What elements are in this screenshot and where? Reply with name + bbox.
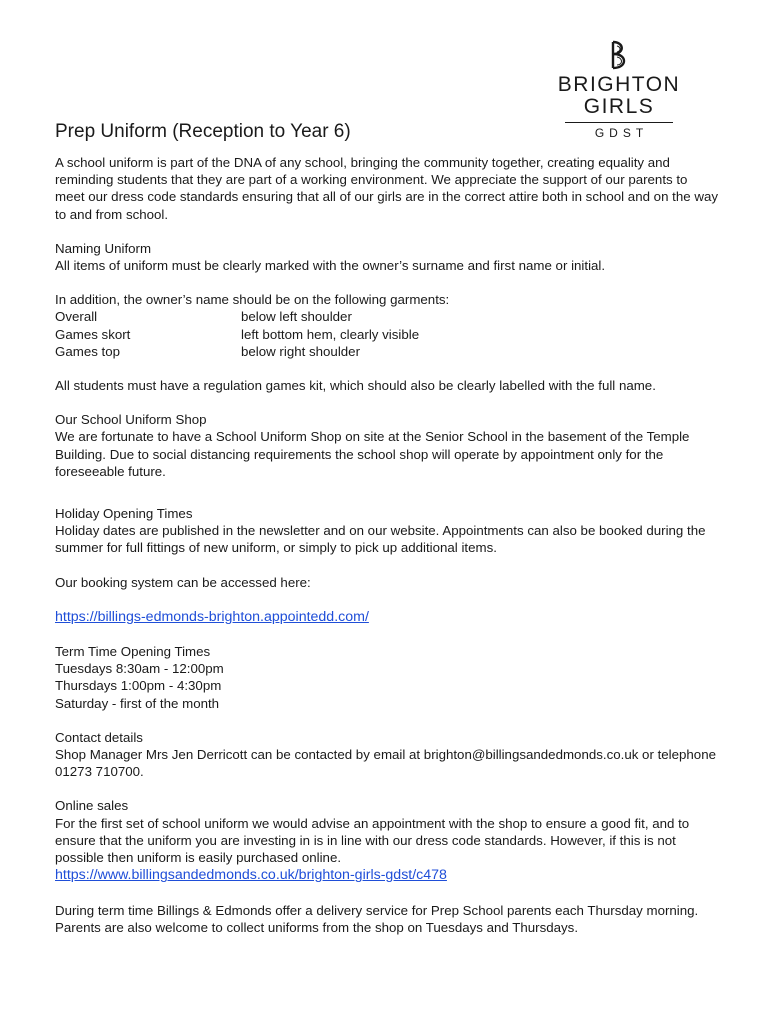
garment-item: Games top [55, 343, 121, 359]
garment-location: below right shoulder [241, 343, 361, 359]
garment-location: left bottom hem, clearly visible [241, 326, 420, 342]
online-heading: Online sales [55, 798, 129, 814]
term-line: Saturday - first of the month [55, 695, 220, 711]
term-line: Tuesdays 8:30am - 12:00pm [55, 661, 224, 677]
b-monogram-icon [608, 40, 630, 70]
garment-item: Games skort [55, 326, 131, 342]
document-body [55, 120, 720, 936]
garment-location: below left shoulder [241, 309, 352, 325]
garment-row [55, 326, 720, 343]
contact-heading: Contact details [55, 729, 143, 745]
garment-row [55, 343, 720, 360]
logo-line-gdst: GDST [594, 126, 649, 140]
garment-row [55, 308, 720, 325]
shop-heading: Our School Uniform Shop [55, 412, 207, 428]
naming-text: All items of uniform must be clearly marked with the owner’s surname and first name or initial. [55, 258, 606, 274]
intro-paragraph: A school uniform is part of the DNA of any school, bringing the community together, creating equality and reminding students that they are part of a working environment. We appreciate the support of our parents to meet our dress code standards ensuring that all of our girls are in the correct attire both in school and on the way to and from school. [55, 155, 718, 222]
delivery-text: During term time Billings & Edmonds offer a delivery service for Prep School parents each Thursday morning. Parents are also welcome to collect uniforms from the shop on Tuesdays and Thursdays. [55, 902, 699, 935]
logo-line-girls: GIRLS [583, 95, 655, 118]
contact-text: Shop Manager Mrs Jen Derricott can be contacted by email at brighton@billingsandedmonds.co.uk or telephone 01273 710700. [55, 747, 716, 780]
shop-text: We are fortunate to have a School Uniform Shop on site at the Senior School in the basement of the Temple Building. Due to social distancing requirements the school shop will operate by appointment only for the foreseeable future. [55, 429, 690, 479]
garment-item: Overall [55, 309, 98, 325]
holiday-text: Holiday dates are published in the newsletter and on our website. Appointments can also be booked during the summer for full fittings of new uniform, or simply to pick up additional items. [55, 523, 706, 556]
naming-heading: Naming Uniform [55, 240, 152, 256]
online-shop-link[interactable]: https://www.billingsandedmonds.co.uk/brighton-girls-gdst/c478 [55, 867, 447, 884]
booking-text: Our booking system can be accessed here: [55, 574, 311, 590]
online-text: For the first set of school uniform we would advise an appointment with the shop to ensure a good fit, and to ensure that the uniform you are investing in is in line with our dress code standards. However, if this is not possible then uniform is easily purchased online. [55, 815, 690, 866]
logo-line-brighton: BRIGHTON [557, 73, 681, 96]
naming-addition: In addition, the owner’s name should be on the following garments: [55, 292, 450, 308]
term-line: Thursdays 1:00pm - 4:30pm [55, 678, 222, 694]
page-title: Prep Uniform (Reception to Year 6) [55, 121, 351, 142]
holiday-heading: Holiday Opening Times [55, 506, 193, 522]
games-kit-text: All students must have a regulation games kit, which should also be clearly labelled with the full name. [55, 378, 656, 394]
booking-link[interactable]: https://billings-edmonds-brighton.appointedd.com/ [55, 608, 369, 625]
term-heading: Term Time Opening Times [55, 644, 211, 660]
